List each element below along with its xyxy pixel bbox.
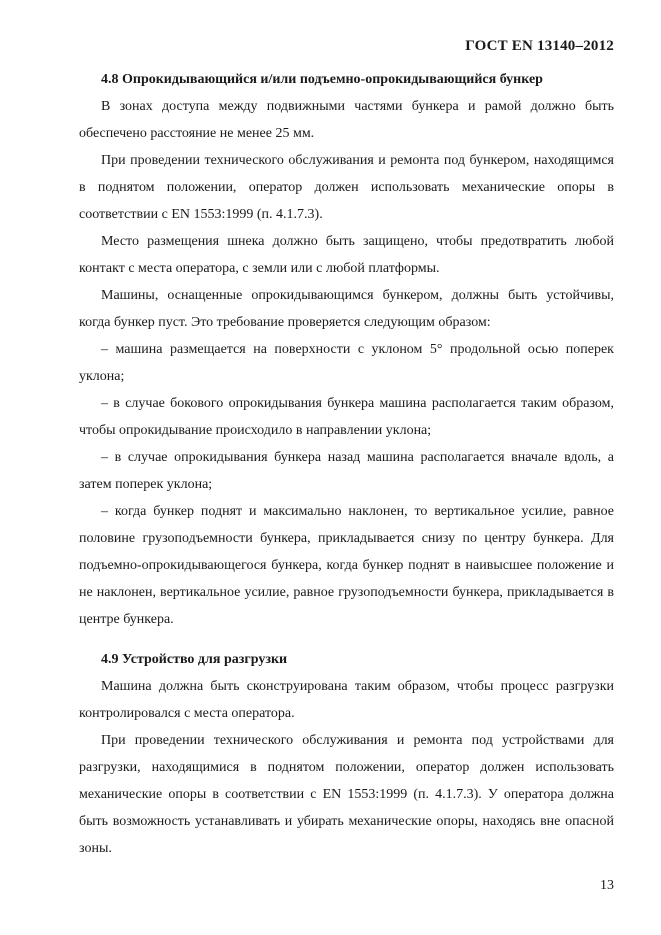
section-heading: 4.9 Устройство для разгрузки (101, 652, 288, 667)
paragraph: В зонах доступа между подвижными частями бункера и рамой должно быть обеспечено расстояние не менее 25 мм. (79, 99, 614, 141)
list-item: – в случае бокового опрокидывания бункера машина располагается таким образом, чтобы опрокидывание происходило в направлении уклона; (79, 396, 614, 438)
paragraph: При проведении технического обслуживания и ремонта под устройствами для разгрузки, находящимися в поднятом положении, оператор должен использовать механические опоры в соответствии с EN 1553:1999 (п. 4.1.7.3). У оператора должна быть возможность устанавливать и убирать механические опоры, находясь вне опасной зоны. (79, 733, 614, 856)
paragraph: Место размещения шнека должно быть защищено, чтобы предотвратить любой контакт с места оператора, с земли или с любой платформы. (79, 234, 614, 276)
list-item: – когда бункер поднят и максимально наклонен, то вертикальное усилие, равное половине грузоподъемности бункера, прикладывается снизу по центру бункера. Для подъемно-опрокидывающегося бункера, когда бункер поднят в наивысшее положение и не наклонен, вертикальное усилие, равное грузоподъемности бункера, прикладывается в центре бункера. (79, 504, 614, 627)
section-4-9 (79, 646, 614, 862)
page-number: 13 (600, 878, 614, 893)
list-item: – в случае опрокидывания бункера назад машина располагается вначале вдоль, а затем поперек уклона; (79, 450, 614, 492)
page-content (79, 66, 614, 862)
standard-code-header: ГОСТ EN 13140–2012 (465, 38, 614, 54)
paragraph: Машина должна быть сконструирована таким образом, чтобы процесс разгрузки контролировался с места оператора. (79, 679, 614, 721)
list-item: – машина размещается на поверхности с уклоном 5° продольной осью поперек уклона; (79, 342, 614, 384)
paragraph: Машины, оснащенные опрокидывающимся бункером, должны быть устойчивы, когда бункер пуст. Это требование проверяется следующим образом: (79, 288, 614, 330)
section-heading: 4.8 Опрокидывающийся и/или подъемно-опрокидывающийся бункер (101, 72, 543, 87)
paragraph: При проведении технического обслуживания и ремонта под бункером, находящимся в поднятом положении, оператор должен использовать механические опоры в соответствии с EN 1553:1999 (п. 4.1.7.3). (79, 153, 614, 222)
section-4-8 (79, 66, 614, 633)
